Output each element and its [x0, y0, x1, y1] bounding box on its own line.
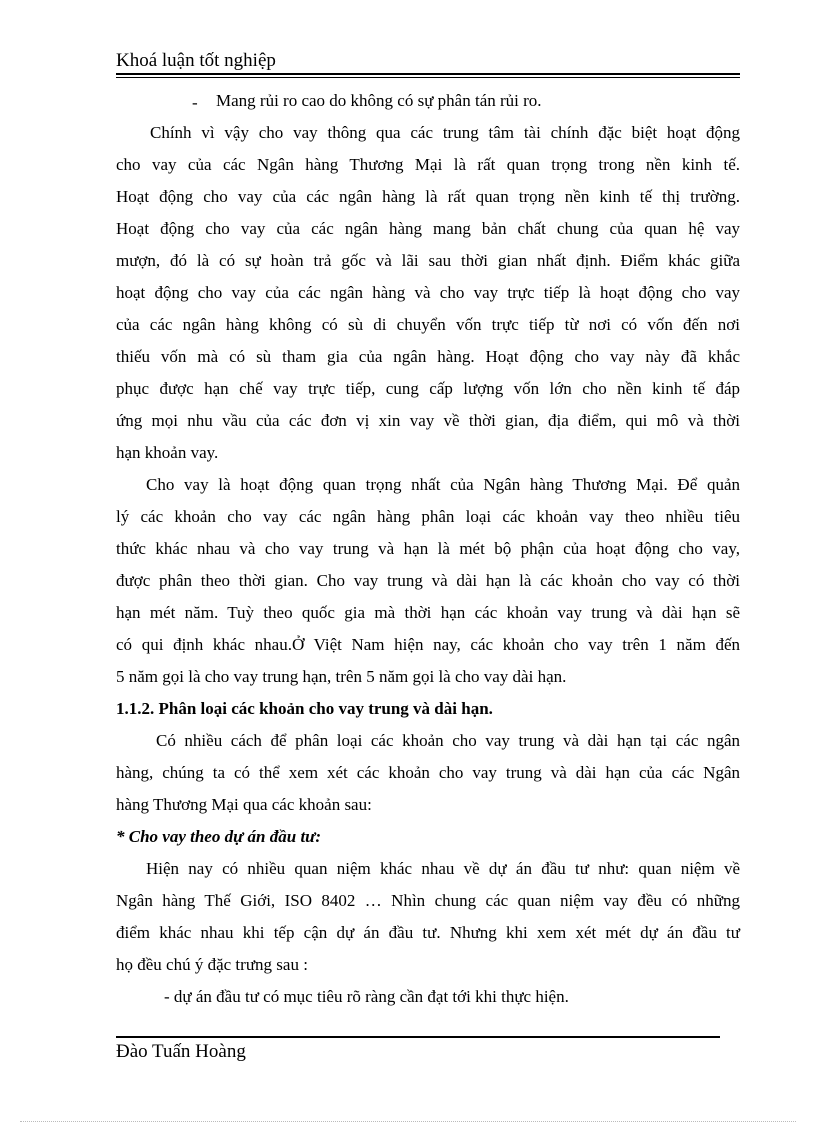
header-rule-thick: [116, 73, 740, 75]
body-line: mượn, đó là có sự hoàn trả gốc và lãi sau thời gian nhất định. Điểm khác giữa: [116, 251, 740, 270]
paragraph-4-first-line: Hiện nay có nhiều quan niệm khác nhau về dự án đầu tư như: quan niệm về: [146, 859, 740, 878]
body-line: họ đều chú ý đặc trưng sau :: [116, 955, 308, 974]
list-item: - dự án đầu tư có mục tiêu rõ ràng cần đạt tới khi thực hiện.: [164, 987, 569, 1006]
body-line: của các ngân hàng không có sù di chuyển vốn trực tiếp từ nơi có vốn đến nơi: [116, 315, 740, 334]
page-bottom-border: [20, 1121, 796, 1122]
body-line: Mang rủi ro cao do không có sự phân tán rủi ro.: [216, 91, 542, 110]
body-line: được phân theo thời gian. Cho vay trung và dài hạn là các khoản cho vay có thời: [116, 571, 740, 590]
header-rule-thin: [116, 77, 740, 78]
body-line: hàng Thương Mại qua các khoản sau:: [116, 795, 372, 814]
body-line: hoạt động cho vay của các ngân hàng và cho vay trực tiếp là hoạt động cho vay: [116, 283, 740, 302]
paragraph-1-first-line: Chính vì vậy cho vay thông qua các trung tâm tài chính đặc biệt hoạt động: [150, 123, 740, 142]
body-line: Hoạt động cho vay của các ngân hàng là rất quan trọng nền kinh tế thị trường.: [116, 187, 740, 206]
body-line: có qui định khác nhau.Ở Việt Nam hiện nay, các khoản cho vay trên 1 năm đến: [116, 635, 740, 654]
paragraph-2-first-line: Cho vay là hoạt động quan trọng nhất của Ngân hàng Thương Mại. Để quản: [146, 475, 740, 494]
body-line: hạn khoản vay.: [116, 443, 219, 462]
paragraph-3-first-line: Có nhiều cách để phân loại các khoản cho vay trung và dài hạn tại các ngân: [156, 731, 740, 750]
body-line: lý các khoản cho vay các ngân hàng phân loại các khoản vay theo nhiều tiêu: [116, 507, 740, 526]
body-line: cho vay của các Ngân hàng Thương Mại là rất quan trọng trong nền kinh tế.: [116, 155, 740, 174]
body-line: hạn mét năm. Tuỳ theo quốc gia mà thời hạn các khoản vay trung và dài hạn sẽ: [116, 603, 740, 622]
body-line: điểm khác nhau khi tếp cận dự án đầu tư. Nhưng khi xem xét mét dự án đầu tư: [116, 923, 740, 942]
body-line: Ngân hàng Thế Giới, ISO 8402 … Nhìn chung các quan niệm vay đều có những: [116, 891, 740, 910]
body-line: phục được hạn chế vay trực tiếp, cung cấp lượng vốn lớn cho nền kinh tế đáp: [116, 379, 740, 398]
footer-rule: [116, 1036, 720, 1038]
body-line: thiếu vốn mà có sù tham gia của ngân hàng. Hoạt động cho vay này đã khắc: [116, 347, 740, 366]
section-heading: 1.1.2. Phân loại các khoản cho vay trung và dài hạn.: [116, 699, 493, 718]
body-line: 5 năm gọi là cho vay trung hạn, trên 5 năm gọi là cho vay dài hạn.: [116, 667, 567, 686]
subheading-project-loans: * Cho vay theo dự án đầu tư:: [116, 827, 322, 846]
header-title: Khoá luận tốt nghiệp: [116, 50, 276, 71]
body-line: hàng, chúng ta có thể xem xét các khoản cho vay trung và dài hạn của các Ngân: [116, 763, 740, 782]
footer-author: Đào Tuấn Hoàng: [116, 1041, 246, 1062]
body-line: Hoạt động cho vay của các ngân hàng mang bản chất chung của quan hệ vay: [116, 219, 740, 238]
bullet-mark: -: [192, 93, 198, 112]
body-line: thức khác nhau và cho vay trung và hạn là mét bộ phận của hoạt động cho vay,: [116, 539, 740, 558]
body-line: ứng mọi nhu vầu của các đơn vị xin vay về thời gian, địa điểm, qui mô và thời: [116, 411, 740, 430]
